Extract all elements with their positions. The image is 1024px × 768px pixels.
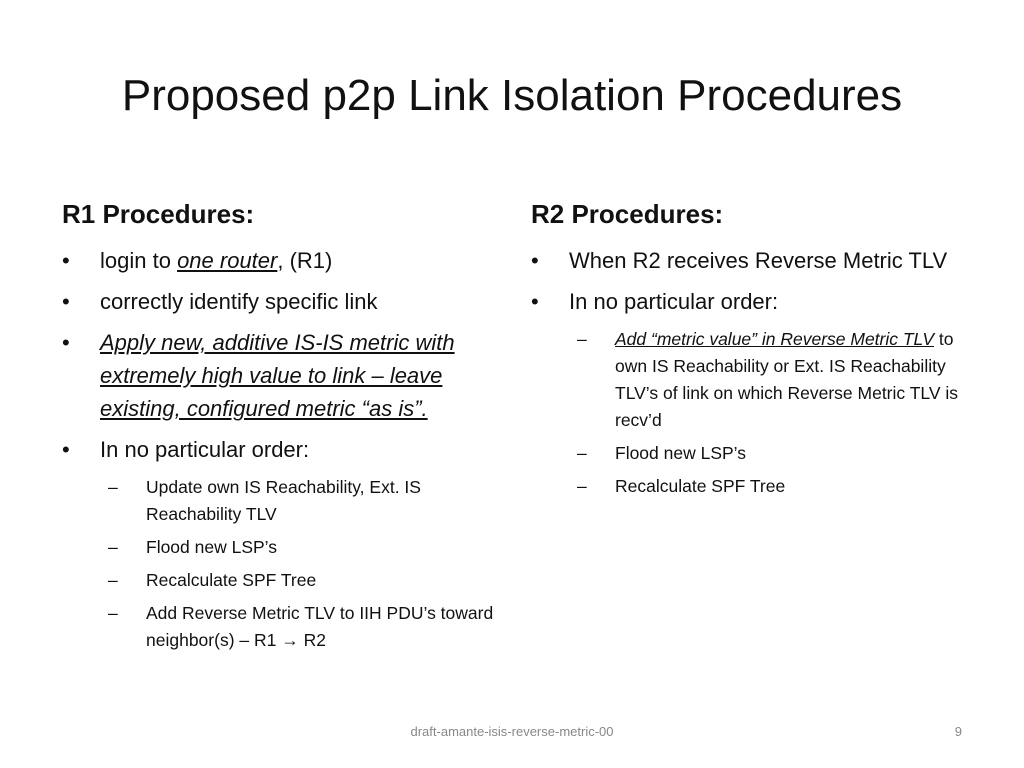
r2-bullet-receives-tlv-text: When R2 receives Reverse Metric TLV [569, 248, 948, 273]
r2-sub-recalculate-spf-text: Recalculate SPF Tree [615, 476, 786, 496]
bullet-icon: • [62, 330, 70, 355]
r1-sub-add-reverse-metric-suffix: R2 [298, 630, 326, 650]
r2-bullet-order-text: In no particular order: [569, 289, 779, 314]
r1-sub-recalculate-spf [108, 567, 502, 594]
r1-bullet-apply-metric [62, 326, 502, 425]
r2-heading: R2 Procedures: [531, 199, 724, 229]
bullet-icon: • [531, 289, 539, 314]
r1-sub-flood-lsp-text: Flood new LSP’s [146, 537, 278, 557]
bullet-icon: • [62, 437, 70, 462]
footer-draft-name: draft-amante-isis-reverse-metric-00 [410, 724, 614, 739]
r1-sub-update-reachability-text: Update own IS Reachability, Ext. IS Reachability TLV [146, 477, 421, 524]
r1-sub-recalculate-spf-text: Recalculate SPF Tree [146, 570, 317, 590]
bullet-icon: • [62, 248, 70, 273]
r1-bullet-login-suffix: , (R1) [277, 248, 333, 273]
slide-title: Proposed p2p Link Isolation Procedures [121, 71, 903, 120]
r1-sub-add-reverse-metric [108, 600, 502, 654]
r2-bullet-receives-tlv [531, 244, 971, 277]
dash-icon: – [108, 570, 118, 590]
bullet-icon: • [531, 248, 539, 273]
right-arrow-icon: → [281, 630, 299, 650]
r1-sub-flood-lsp [108, 534, 502, 561]
bullet-icon: • [62, 289, 70, 314]
r1-sub-add-reverse-metric-prefix: Add Reverse Metric TLV to IIH PDU’s toward neighbor(s) – R1 [146, 603, 494, 650]
r2-sub-flood-lsp [577, 440, 971, 467]
r1-procedures-column [62, 196, 502, 660]
r1-bullet-apply-metric-text: Apply new, additive IS-IS metric with extremely high value to link – leave existing, configured metric “as is”. [100, 330, 455, 421]
dash-icon: – [108, 477, 118, 497]
r2-sub-add-metric-value-suffix: to own IS Reachability or Ext. IS Reachability TLV’s of link on which Reverse Metric TLV is recv’d [615, 329, 958, 430]
dash-icon: – [108, 537, 118, 557]
r2-procedures-column [531, 196, 971, 506]
r2-bullet-order [531, 285, 971, 318]
page-number: 9 [954, 724, 962, 739]
dash-icon: – [577, 329, 587, 349]
r2-sub-recalculate-spf [577, 473, 971, 500]
r1-bullet-login-prefix: login to [100, 248, 178, 273]
r2-sub-flood-lsp-text: Flood new LSP’s [615, 443, 747, 463]
r1-heading: R1 Procedures: [62, 199, 255, 229]
r1-bullet-login-emphasis: one router [177, 248, 278, 273]
r1-bullet-identify-link [62, 285, 502, 318]
dash-icon: – [108, 603, 118, 623]
r1-bullet-login [62, 244, 502, 277]
r2-sub-add-metric-value-emphasis: Add “metric value” in Reverse Metric TLV [615, 329, 934, 349]
r2-sub-add-metric-value [577, 326, 971, 434]
r1-bullet-order [62, 433, 502, 466]
r1-bullet-order-text: In no particular order: [100, 437, 310, 462]
r1-sub-update-reachability [108, 474, 502, 528]
dash-icon: – [577, 443, 587, 463]
dash-icon: – [577, 476, 587, 496]
r1-bullet-identify-link-text: correctly identify specific link [100, 289, 378, 314]
